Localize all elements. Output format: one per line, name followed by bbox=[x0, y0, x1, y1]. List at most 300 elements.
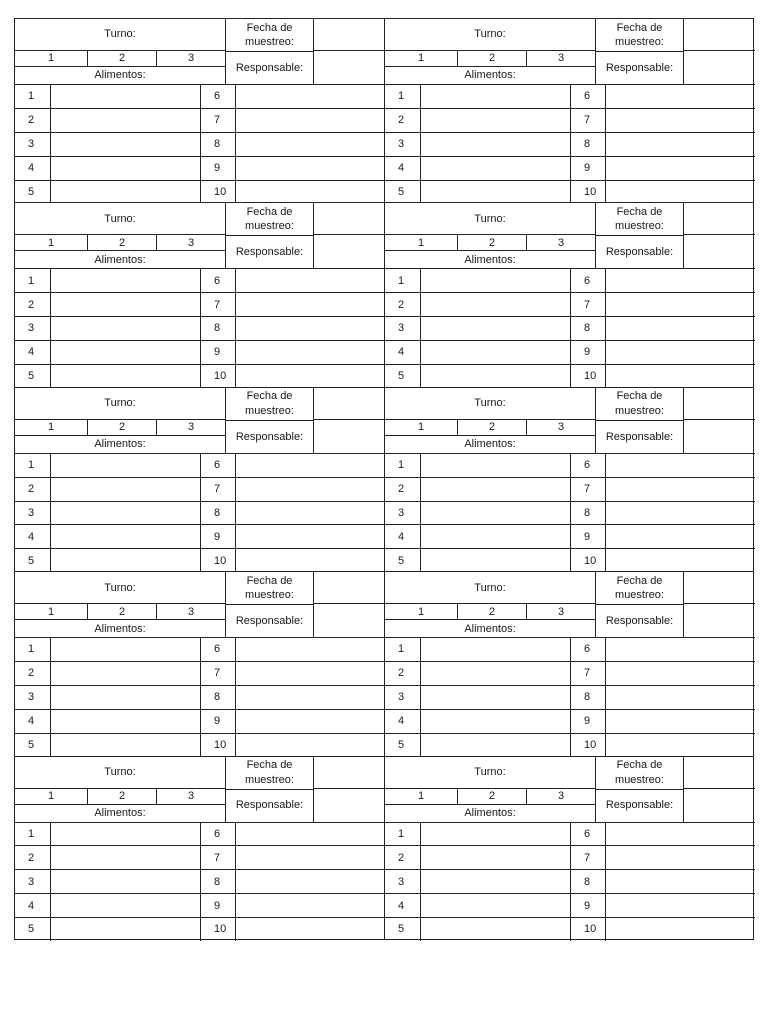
turno-option-3[interactable]: 3 bbox=[526, 604, 595, 620]
item-input[interactable] bbox=[50, 156, 200, 180]
turno-option-1[interactable]: 1 bbox=[385, 235, 457, 251]
item-number: 8 bbox=[570, 869, 605, 893]
item-number: 8 bbox=[200, 869, 235, 893]
sampling-form bbox=[384, 387, 754, 571]
item-number: 10 bbox=[570, 733, 605, 757]
alimentos-label: Alimentos: bbox=[464, 253, 516, 266]
responsable-label: Responsable: bbox=[225, 604, 313, 637]
alimentos-label: Alimentos: bbox=[94, 253, 146, 266]
item-number: 7 bbox=[570, 292, 605, 316]
item-input[interactable] bbox=[50, 661, 200, 685]
item-input[interactable] bbox=[605, 893, 755, 917]
item-input[interactable] bbox=[420, 661, 570, 685]
item-number: 3 bbox=[15, 869, 50, 893]
item-number: 6 bbox=[200, 453, 235, 477]
item-number: 1 bbox=[385, 822, 420, 846]
fecha-input[interactable] bbox=[313, 19, 385, 51]
item-number: 6 bbox=[570, 268, 605, 292]
item-input[interactable] bbox=[605, 661, 755, 685]
item-number: 1 bbox=[15, 268, 50, 292]
fecha-input[interactable] bbox=[683, 757, 755, 789]
alimentos-label: Alimentos: bbox=[94, 622, 146, 635]
item-number: 3 bbox=[385, 501, 420, 525]
item-input[interactable] bbox=[235, 893, 385, 917]
item-number: 4 bbox=[385, 524, 420, 548]
item-input[interactable] bbox=[420, 108, 570, 132]
item-input[interactable] bbox=[50, 477, 200, 501]
turno-label: Turno: bbox=[385, 19, 595, 51]
item-number: 7 bbox=[200, 477, 235, 501]
item-input[interactable] bbox=[235, 822, 385, 846]
responsable-label: Responsable: bbox=[595, 604, 683, 637]
item-input[interactable] bbox=[50, 822, 200, 846]
item-input[interactable] bbox=[235, 316, 385, 340]
item-input[interactable] bbox=[50, 132, 200, 156]
alimentos-label: Alimentos: bbox=[94, 438, 146, 451]
alimentos-label: Alimentos: bbox=[464, 69, 516, 82]
item-number: 5 bbox=[385, 548, 420, 572]
fecha-label: Fecha de muestreo: bbox=[595, 203, 683, 235]
item-input[interactable] bbox=[235, 84, 385, 108]
item-number: 5 bbox=[385, 180, 420, 204]
item-input[interactable] bbox=[420, 268, 570, 292]
fecha-input[interactable] bbox=[313, 572, 385, 604]
item-number: 6 bbox=[200, 822, 235, 846]
turno-label: Turno: bbox=[15, 572, 225, 604]
item-input[interactable] bbox=[235, 292, 385, 316]
item-input[interactable] bbox=[235, 268, 385, 292]
item-input[interactable] bbox=[235, 180, 385, 204]
item-input[interactable] bbox=[420, 316, 570, 340]
fecha-input[interactable] bbox=[313, 203, 385, 235]
item-input[interactable] bbox=[235, 733, 385, 757]
item-input[interactable] bbox=[235, 501, 385, 525]
item-input[interactable] bbox=[420, 292, 570, 316]
item-number: 9 bbox=[570, 893, 605, 917]
item-number: 5 bbox=[385, 917, 420, 941]
turno-label: Turno: bbox=[385, 203, 595, 235]
item-input[interactable] bbox=[420, 893, 570, 917]
turno-option-1[interactable]: 1 bbox=[385, 604, 457, 620]
item-number: 1 bbox=[385, 453, 420, 477]
item-input[interactable] bbox=[420, 340, 570, 364]
fecha-label: Fecha de muestreo: bbox=[225, 757, 313, 789]
responsable-input[interactable] bbox=[313, 51, 385, 84]
item-input[interactable] bbox=[605, 292, 755, 316]
item-input[interactable] bbox=[50, 709, 200, 733]
fecha-input[interactable] bbox=[313, 757, 385, 789]
item-number: 10 bbox=[570, 548, 605, 572]
item-input[interactable] bbox=[50, 84, 200, 108]
item-input[interactable] bbox=[235, 477, 385, 501]
item-input[interactable] bbox=[50, 340, 200, 364]
item-input[interactable] bbox=[605, 709, 755, 733]
item-input[interactable] bbox=[235, 524, 385, 548]
item-input[interactable] bbox=[235, 917, 385, 941]
item-input[interactable] bbox=[235, 845, 385, 869]
item-input[interactable] bbox=[50, 364, 200, 388]
item-number: 5 bbox=[15, 733, 50, 757]
fecha-label: Fecha de muestreo: bbox=[225, 203, 313, 235]
responsable-input[interactable] bbox=[683, 51, 755, 84]
turno-label: Turno: bbox=[385, 572, 595, 604]
turno-option-2[interactable]: 2 bbox=[87, 420, 156, 436]
fecha-label: Fecha de muestreo: bbox=[595, 757, 683, 789]
turno-label: Turno: bbox=[15, 203, 225, 235]
item-input[interactable] bbox=[420, 685, 570, 709]
item-number: 1 bbox=[385, 268, 420, 292]
item-number: 9 bbox=[570, 524, 605, 548]
item-number: 6 bbox=[200, 84, 235, 108]
item-input[interactable] bbox=[605, 822, 755, 846]
item-input[interactable] bbox=[605, 132, 755, 156]
item-number: 7 bbox=[570, 845, 605, 869]
sampling-form bbox=[384, 202, 754, 386]
item-number: 8 bbox=[200, 316, 235, 340]
item-number: 3 bbox=[15, 685, 50, 709]
item-input[interactable] bbox=[420, 822, 570, 846]
sampling-form bbox=[384, 756, 754, 940]
item-input[interactable] bbox=[50, 316, 200, 340]
item-number: 9 bbox=[570, 340, 605, 364]
item-number: 3 bbox=[385, 685, 420, 709]
item-number: 2 bbox=[15, 661, 50, 685]
fecha-input[interactable] bbox=[313, 388, 385, 420]
item-input[interactable] bbox=[235, 869, 385, 893]
item-number: 7 bbox=[570, 108, 605, 132]
turno-option-2[interactable]: 2 bbox=[87, 51, 156, 67]
item-input[interactable] bbox=[50, 524, 200, 548]
turno-option-3[interactable]: 3 bbox=[156, 51, 225, 67]
turno-option-1[interactable]: 1 bbox=[15, 51, 87, 67]
item-number: 2 bbox=[15, 845, 50, 869]
item-input[interactable] bbox=[50, 869, 200, 893]
turno-label: Turno: bbox=[15, 19, 225, 51]
item-input[interactable] bbox=[50, 845, 200, 869]
item-number: 6 bbox=[200, 268, 235, 292]
item-input[interactable] bbox=[420, 524, 570, 548]
item-input[interactable] bbox=[605, 364, 755, 388]
item-input[interactable] bbox=[50, 733, 200, 757]
item-input[interactable] bbox=[420, 845, 570, 869]
item-input[interactable] bbox=[235, 548, 385, 572]
responsable-label: Responsable: bbox=[595, 420, 683, 453]
item-number: 4 bbox=[15, 156, 50, 180]
sampling-form bbox=[14, 18, 384, 202]
item-number: 10 bbox=[570, 917, 605, 941]
fecha-label: Fecha de muestreo: bbox=[225, 572, 313, 604]
alimentos-label: Alimentos: bbox=[94, 69, 146, 82]
item-input[interactable] bbox=[50, 637, 200, 661]
fecha-input[interactable] bbox=[683, 572, 755, 604]
item-input[interactable] bbox=[420, 733, 570, 757]
item-number: 1 bbox=[15, 453, 50, 477]
item-input[interactable] bbox=[605, 637, 755, 661]
fecha-label: Fecha de muestreo: bbox=[595, 388, 683, 420]
turno-option-1[interactable]: 1 bbox=[15, 235, 87, 251]
item-number: 2 bbox=[15, 292, 50, 316]
item-number: 9 bbox=[570, 156, 605, 180]
item-input[interactable] bbox=[235, 132, 385, 156]
turno-option-3[interactable]: 3 bbox=[526, 789, 595, 805]
turno-label: Turno: bbox=[385, 757, 595, 789]
item-input[interactable] bbox=[50, 108, 200, 132]
item-input[interactable] bbox=[50, 292, 200, 316]
turno-option-3[interactable]: 3 bbox=[156, 604, 225, 620]
responsable-input[interactable] bbox=[313, 604, 385, 637]
item-number: 2 bbox=[15, 108, 50, 132]
item-number: 8 bbox=[200, 685, 235, 709]
item-number: 6 bbox=[570, 453, 605, 477]
item-input[interactable] bbox=[50, 893, 200, 917]
turno-option-2[interactable]: 2 bbox=[457, 604, 526, 620]
item-number: 4 bbox=[15, 709, 50, 733]
item-input[interactable] bbox=[420, 132, 570, 156]
item-number: 2 bbox=[385, 845, 420, 869]
item-number: 1 bbox=[385, 84, 420, 108]
item-number: 4 bbox=[15, 524, 50, 548]
item-number: 9 bbox=[200, 709, 235, 733]
item-number: 7 bbox=[200, 292, 235, 316]
item-input[interactable] bbox=[420, 869, 570, 893]
responsable-label: Responsable: bbox=[595, 51, 683, 84]
item-number: 7 bbox=[200, 661, 235, 685]
item-number: 10 bbox=[570, 180, 605, 204]
sampling-sheet bbox=[14, 18, 754, 940]
item-number: 5 bbox=[15, 364, 50, 388]
item-input[interactable] bbox=[50, 501, 200, 525]
turno-option-3[interactable]: 3 bbox=[156, 789, 225, 805]
turno-option-3[interactable]: 3 bbox=[526, 420, 595, 436]
item-input[interactable] bbox=[420, 709, 570, 733]
turno-option-3[interactable]: 3 bbox=[526, 235, 595, 251]
item-input[interactable] bbox=[235, 709, 385, 733]
item-number: 6 bbox=[570, 637, 605, 661]
item-number: 10 bbox=[200, 180, 235, 204]
turno-option-2[interactable]: 2 bbox=[457, 51, 526, 67]
item-input[interactable] bbox=[605, 845, 755, 869]
turno-option-1[interactable]: 1 bbox=[15, 604, 87, 620]
item-input[interactable] bbox=[420, 917, 570, 941]
item-input[interactable] bbox=[605, 84, 755, 108]
responsable-label: Responsable: bbox=[225, 51, 313, 84]
item-number: 10 bbox=[200, 733, 235, 757]
sampling-form bbox=[14, 756, 384, 940]
responsable-input[interactable] bbox=[683, 604, 755, 637]
turno-option-3[interactable]: 3 bbox=[526, 51, 595, 67]
item-input[interactable] bbox=[235, 685, 385, 709]
item-number: 4 bbox=[385, 893, 420, 917]
item-input[interactable] bbox=[605, 108, 755, 132]
turno-label: Turno: bbox=[385, 388, 595, 420]
responsable-input[interactable] bbox=[313, 789, 385, 822]
item-input[interactable] bbox=[420, 548, 570, 572]
item-input[interactable] bbox=[50, 453, 200, 477]
item-number: 3 bbox=[385, 316, 420, 340]
item-number: 8 bbox=[570, 685, 605, 709]
item-input[interactable] bbox=[235, 637, 385, 661]
item-number: 8 bbox=[200, 501, 235, 525]
item-input[interactable] bbox=[605, 524, 755, 548]
item-number: 5 bbox=[385, 364, 420, 388]
sampling-form bbox=[14, 202, 384, 386]
item-number: 2 bbox=[385, 477, 420, 501]
item-number: 8 bbox=[200, 132, 235, 156]
item-input[interactable] bbox=[420, 364, 570, 388]
turno-option-2[interactable]: 2 bbox=[87, 235, 156, 251]
fecha-input[interactable] bbox=[683, 203, 755, 235]
item-number: 9 bbox=[200, 893, 235, 917]
fecha-input[interactable] bbox=[683, 388, 755, 420]
item-input[interactable] bbox=[420, 637, 570, 661]
turno-option-1[interactable]: 1 bbox=[15, 789, 87, 805]
item-number: 4 bbox=[385, 156, 420, 180]
item-number: 5 bbox=[15, 917, 50, 941]
item-number: 3 bbox=[385, 132, 420, 156]
item-input[interactable] bbox=[235, 364, 385, 388]
item-number: 1 bbox=[15, 84, 50, 108]
item-number: 2 bbox=[15, 477, 50, 501]
item-number: 8 bbox=[570, 316, 605, 340]
fecha-label: Fecha de muestreo: bbox=[595, 19, 683, 51]
item-number: 5 bbox=[15, 180, 50, 204]
item-number: 9 bbox=[200, 524, 235, 548]
turno-option-1[interactable]: 1 bbox=[385, 51, 457, 67]
item-number: 3 bbox=[15, 316, 50, 340]
responsable-input[interactable] bbox=[683, 420, 755, 453]
turno-option-1[interactable]: 1 bbox=[15, 420, 87, 436]
responsable-input[interactable] bbox=[313, 235, 385, 268]
item-number: 4 bbox=[15, 893, 50, 917]
item-input[interactable] bbox=[50, 180, 200, 204]
item-number: 7 bbox=[200, 108, 235, 132]
item-number: 3 bbox=[15, 132, 50, 156]
item-input[interactable] bbox=[235, 661, 385, 685]
fecha-input[interactable] bbox=[683, 19, 755, 51]
item-input[interactable] bbox=[605, 733, 755, 757]
sampling-form bbox=[384, 18, 754, 202]
fecha-label: Fecha de muestreo: bbox=[225, 19, 313, 51]
turno-option-1[interactable]: 1 bbox=[385, 789, 457, 805]
item-number: 6 bbox=[570, 84, 605, 108]
alimentos-label: Alimentos: bbox=[464, 438, 516, 451]
item-number: 7 bbox=[570, 477, 605, 501]
alimentos-label: Alimentos: bbox=[94, 806, 146, 819]
item-number: 10 bbox=[200, 364, 235, 388]
sampling-form bbox=[14, 387, 384, 571]
item-number: 8 bbox=[570, 132, 605, 156]
item-number: 1 bbox=[15, 822, 50, 846]
item-input[interactable] bbox=[50, 548, 200, 572]
item-number: 2 bbox=[385, 108, 420, 132]
turno-option-2[interactable]: 2 bbox=[457, 420, 526, 436]
item-input[interactable] bbox=[605, 156, 755, 180]
item-number: 5 bbox=[15, 548, 50, 572]
item-number: 10 bbox=[200, 548, 235, 572]
item-input[interactable] bbox=[605, 917, 755, 941]
item-number: 8 bbox=[570, 501, 605, 525]
responsable-input[interactable] bbox=[313, 420, 385, 453]
item-input[interactable] bbox=[50, 268, 200, 292]
alimentos-label: Alimentos: bbox=[464, 622, 516, 635]
responsable-input[interactable] bbox=[683, 789, 755, 822]
turno-option-2[interactable]: 2 bbox=[87, 789, 156, 805]
item-number: 2 bbox=[385, 292, 420, 316]
item-input[interactable] bbox=[605, 340, 755, 364]
item-number: 9 bbox=[200, 340, 235, 364]
turno-label: Turno: bbox=[15, 757, 225, 789]
item-number: 7 bbox=[570, 661, 605, 685]
item-input[interactable] bbox=[420, 501, 570, 525]
item-input[interactable] bbox=[235, 340, 385, 364]
responsable-label: Responsable: bbox=[225, 235, 313, 268]
turno-option-3[interactable]: 3 bbox=[156, 420, 225, 436]
turno-option-2[interactable]: 2 bbox=[457, 789, 526, 805]
item-input[interactable] bbox=[50, 685, 200, 709]
responsable-label: Responsable: bbox=[595, 789, 683, 822]
item-number: 6 bbox=[570, 822, 605, 846]
item-input[interactable] bbox=[235, 108, 385, 132]
item-input[interactable] bbox=[420, 477, 570, 501]
item-number: 7 bbox=[200, 845, 235, 869]
item-input[interactable] bbox=[605, 477, 755, 501]
item-number: 9 bbox=[570, 709, 605, 733]
responsable-label: Responsable: bbox=[225, 420, 313, 453]
item-number: 9 bbox=[200, 156, 235, 180]
item-number: 1 bbox=[15, 637, 50, 661]
item-number: 6 bbox=[200, 637, 235, 661]
item-input[interactable] bbox=[235, 453, 385, 477]
item-input[interactable] bbox=[605, 453, 755, 477]
alimentos-label: Alimentos: bbox=[464, 806, 516, 819]
item-input[interactable] bbox=[420, 453, 570, 477]
turno-option-1[interactable]: 1 bbox=[385, 420, 457, 436]
item-input[interactable] bbox=[420, 156, 570, 180]
item-number: 5 bbox=[385, 733, 420, 757]
sampling-form bbox=[384, 571, 754, 755]
turno-option-3[interactable]: 3 bbox=[156, 235, 225, 251]
item-input[interactable] bbox=[420, 180, 570, 204]
fecha-label: Fecha de muestreo: bbox=[225, 388, 313, 420]
item-input[interactable] bbox=[50, 917, 200, 941]
turno-option-2[interactable]: 2 bbox=[87, 604, 156, 620]
item-input[interactable] bbox=[235, 156, 385, 180]
item-number: 3 bbox=[15, 501, 50, 525]
turno-label: Turno: bbox=[15, 388, 225, 420]
item-input[interactable] bbox=[605, 180, 755, 204]
turno-option-2[interactable]: 2 bbox=[457, 235, 526, 251]
item-number: 4 bbox=[15, 340, 50, 364]
item-number: 1 bbox=[385, 637, 420, 661]
item-number: 3 bbox=[385, 869, 420, 893]
item-input[interactable] bbox=[605, 501, 755, 525]
item-input[interactable] bbox=[605, 268, 755, 292]
item-input[interactable] bbox=[420, 84, 570, 108]
responsable-label: Responsable: bbox=[595, 235, 683, 268]
fecha-label: Fecha de muestreo: bbox=[595, 572, 683, 604]
item-input[interactable] bbox=[605, 548, 755, 572]
item-input[interactable] bbox=[605, 869, 755, 893]
responsable-label: Responsable: bbox=[225, 789, 313, 822]
item-number: 10 bbox=[570, 364, 605, 388]
item-number: 2 bbox=[385, 661, 420, 685]
item-number: 10 bbox=[200, 917, 235, 941]
item-number: 4 bbox=[385, 340, 420, 364]
responsable-input[interactable] bbox=[683, 235, 755, 268]
item-input[interactable] bbox=[605, 685, 755, 709]
item-input[interactable] bbox=[605, 316, 755, 340]
sampling-form bbox=[14, 571, 384, 755]
